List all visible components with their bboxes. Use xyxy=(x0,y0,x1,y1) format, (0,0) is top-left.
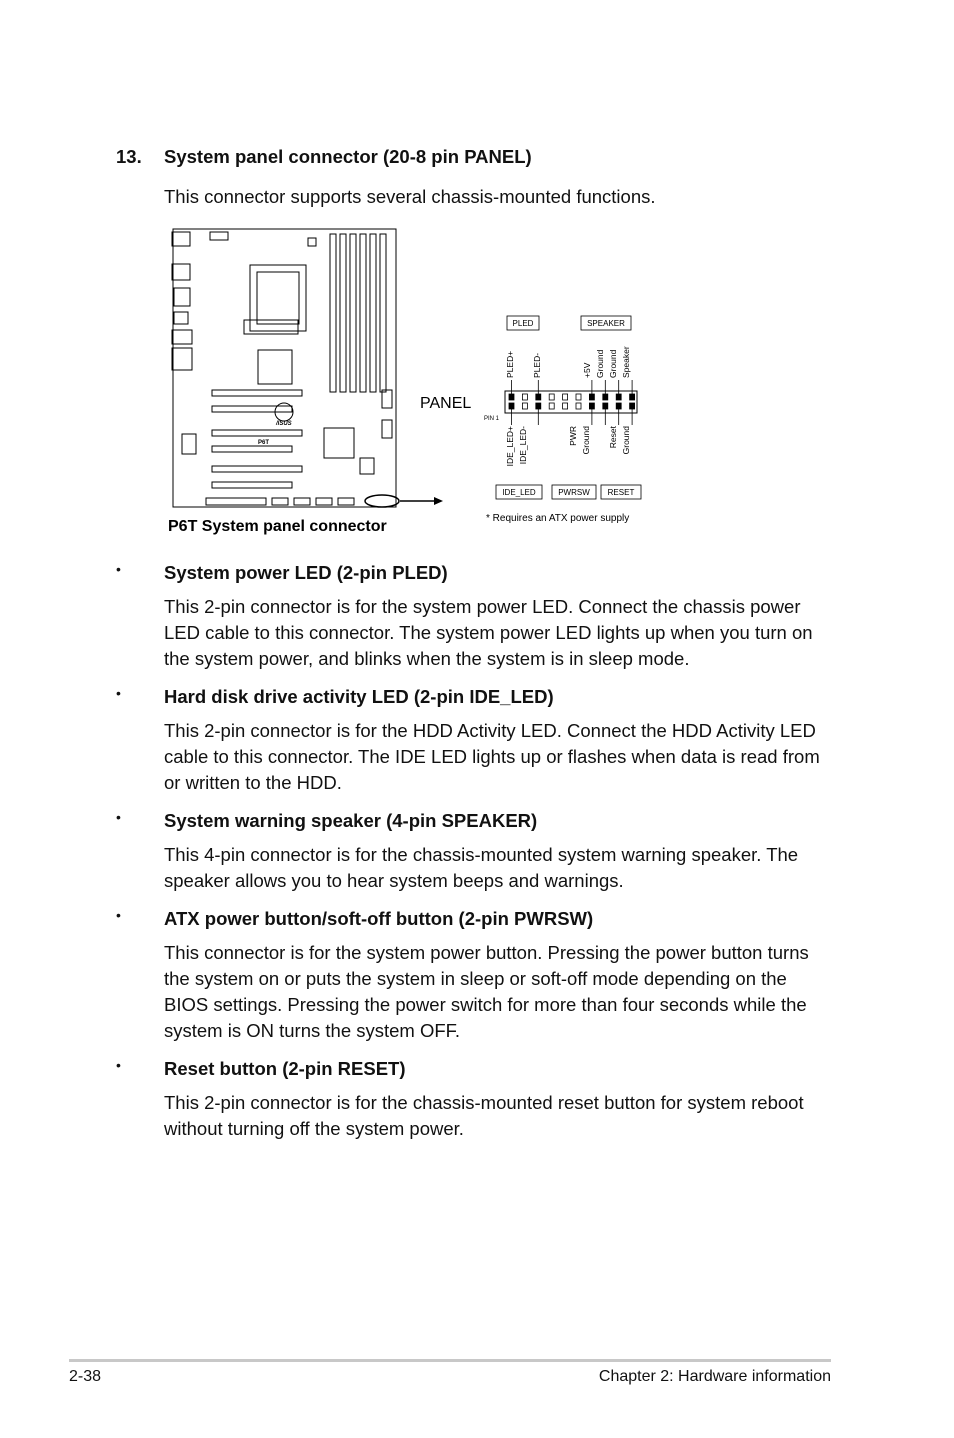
item-desc: This 2-pin connector is for the system power LED. Connect the chassis power LED cable to this connector. The system power LED lights up when you turn on the system power, and blinks when the system is in sleep mode. xyxy=(164,596,813,669)
header-pin xyxy=(536,394,541,400)
header-pin xyxy=(509,403,514,409)
header-pin xyxy=(576,394,581,400)
board-label: P6T xyxy=(258,440,270,446)
header-pin xyxy=(522,394,527,400)
header-pin xyxy=(630,403,635,409)
pin1-label: PIN 1 xyxy=(484,416,500,422)
group-label-speaker: SPEAKER xyxy=(587,319,625,328)
header-pin xyxy=(589,403,594,409)
header-pin xyxy=(603,394,608,400)
pin-label-pled-plus: PLED+ xyxy=(505,350,515,378)
pin-label-5v: +5V xyxy=(582,362,592,378)
pin-label-ground-2: Ground xyxy=(608,349,618,378)
pin-label-pled-minus: PLED- xyxy=(532,352,542,378)
bullet-marker: • xyxy=(116,907,121,923)
item-desc: This 4-pin connector is for the chassis-mounted system warning speaker. The speaker allows you to hear system beeps and warnings. xyxy=(164,844,799,891)
header-pin xyxy=(549,403,554,409)
board-brand: /ISUS xyxy=(276,421,292,427)
item-title: Hard disk drive activity LED (2-pin IDE_LED) xyxy=(164,686,554,707)
item-desc: This 2-pin connector is for the chassis-mounted reset button for system reboot without turning off the system power. xyxy=(164,1092,804,1139)
pin-label-ground-3: Ground xyxy=(581,426,591,455)
panel-label: PANEL xyxy=(420,395,472,412)
pin-label-speaker: Speaker xyxy=(621,346,631,378)
header-pin xyxy=(549,394,554,400)
pin-label-ide-led-plus: IDE_LED+ xyxy=(505,426,515,467)
header-pin xyxy=(589,394,594,400)
list-item xyxy=(116,1056,836,1142)
bullet-marker: • xyxy=(116,809,121,825)
group-label-pled: PLED xyxy=(512,319,534,328)
chapter-title: Chapter 2: Hardware information xyxy=(598,1368,831,1385)
list-item xyxy=(116,560,836,672)
motherboard-illustration xyxy=(172,229,396,507)
list-item xyxy=(116,808,836,894)
group-label-ide-led: IDE_LED xyxy=(502,488,536,497)
figure-caption: P6T System panel connector xyxy=(168,518,387,535)
section-number: 13. xyxy=(116,146,142,167)
panel-connector-figure xyxy=(160,220,680,550)
header-pin xyxy=(509,394,514,400)
group-label-pwrsw: PWRSW xyxy=(558,488,590,497)
header-pins xyxy=(509,380,635,425)
header-pin xyxy=(630,394,635,400)
header-pin xyxy=(563,403,568,409)
callout-arrow xyxy=(400,497,443,505)
page-number: 2-38 xyxy=(69,1368,102,1385)
pin-label-ground-1: Ground xyxy=(595,349,605,378)
footer-rule xyxy=(69,1359,831,1362)
pin-label-ide-led-minus: IDE_LED- xyxy=(518,426,528,465)
bullet-marker: • xyxy=(116,1057,121,1073)
section-title: System panel connector (20-8 pin PANEL) xyxy=(164,146,532,167)
pin-label-reset: Reset xyxy=(608,426,618,449)
item-title: Reset button (2-pin RESET) xyxy=(164,1058,406,1079)
item-title: System warning speaker (4-pin SPEAKER) xyxy=(164,810,538,831)
bullet-marker: • xyxy=(116,561,121,577)
header-pin xyxy=(522,403,527,409)
bullet-list xyxy=(116,560,836,1154)
list-item xyxy=(116,906,836,1044)
panel-highlight xyxy=(365,495,399,507)
header-pin xyxy=(563,394,568,400)
group-label-reset: RESET xyxy=(607,488,635,497)
item-desc: This connector is for the system power button. Pressing the power button turns the system on or puts the system in sleep or soft-off mode depending on the BIOS settings. Pressing the power switch for more than four seconds while the system is ON turns the system OFF. xyxy=(164,942,809,1041)
header-pin xyxy=(576,403,581,409)
bullet-marker: • xyxy=(116,685,121,701)
atx-note: * Requires an ATX power supply xyxy=(486,513,630,524)
pin-label-pwr: PWR xyxy=(568,426,578,446)
header-pin xyxy=(603,403,608,409)
list-item xyxy=(116,684,836,796)
header-pin xyxy=(616,394,621,400)
header-pin xyxy=(616,403,621,409)
pin-label-ground-4: Ground xyxy=(621,426,631,455)
section-intro: This connector supports several chassis-mounted functions. xyxy=(164,186,656,207)
item-desc: This 2-pin connector is for the HDD Activity LED. Connect the HDD Activity LED cable to this connector. The IDE LED lights up or flashes when data is read from or written to the HDD. xyxy=(164,720,820,793)
item-title: ATX power button/soft-off button (2-pin PWRSW) xyxy=(164,908,594,929)
header-pin xyxy=(536,403,541,409)
item-title: System power LED (2-pin PLED) xyxy=(164,562,448,583)
